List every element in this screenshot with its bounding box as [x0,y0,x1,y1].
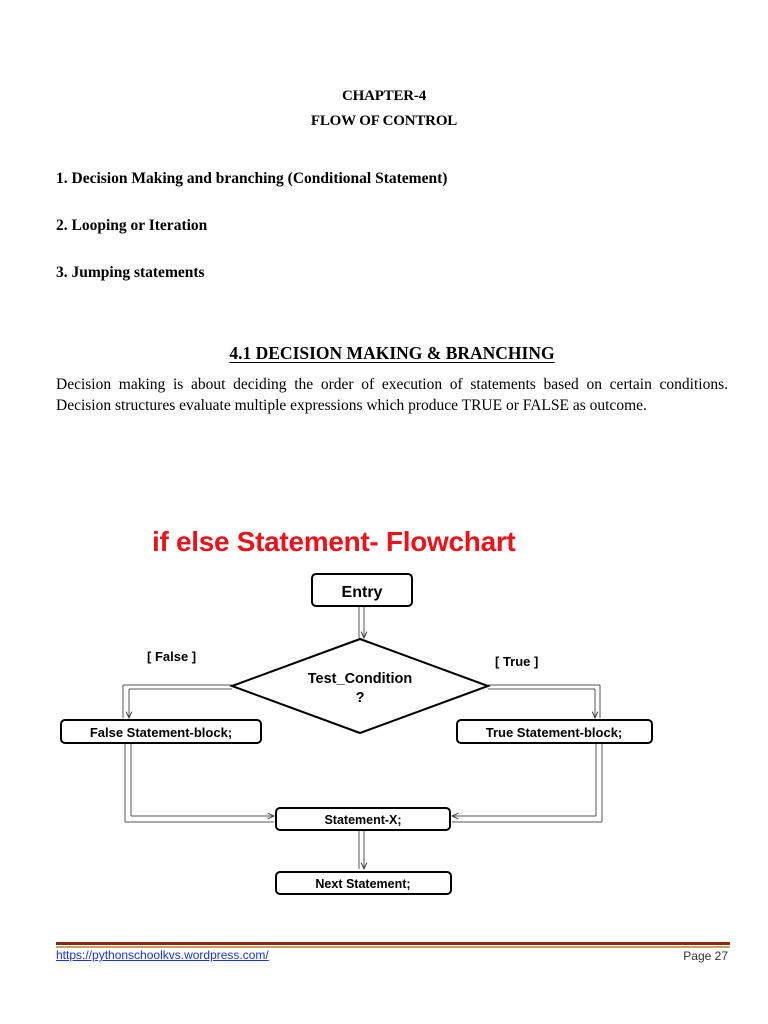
true-branch-label: [ True ] [495,654,539,669]
topic-item-2: 2. Looping or Iteration [56,217,208,234]
section-title: 4.1 DECISION MAKING & BRANCHING [229,343,555,363]
entry-label: Entry [341,584,383,601]
section-paragraph: Decision making is about deciding the order of execution of statements based on certain conditions. Decision structures evaluate multiple expressions which produce TRUE or FALSE as outcome. [56,376,728,414]
flowchart-title: if else Statement- Flowchart [152,526,516,557]
true-block-label: True Statement-block; [485,725,623,740]
condition-label: Test_Condition [307,671,413,687]
false-block-label: False Statement-block; [89,725,233,740]
statement-x-label: Statement-X; [324,813,402,827]
chapter-heading: CHAPTER-4 [341,88,427,104]
topic-item-1: 1. Decision Making and branching (Conditional Statement) [56,170,448,187]
chapter-subtitle: FLOW OF CONTROL [310,113,458,129]
footer-divider [56,942,730,945]
page-number: Page 27 [683,949,728,963]
next-statement-label: Next Statement; [315,877,411,891]
false-branch-label: [ False ] [147,649,197,664]
condition-question: ? [355,690,365,706]
topic-item-3: 3. Jumping statements [56,264,205,281]
footer-website-link[interactable]: https://pythonschoolkvs.wordpress.com/ [56,948,269,962]
